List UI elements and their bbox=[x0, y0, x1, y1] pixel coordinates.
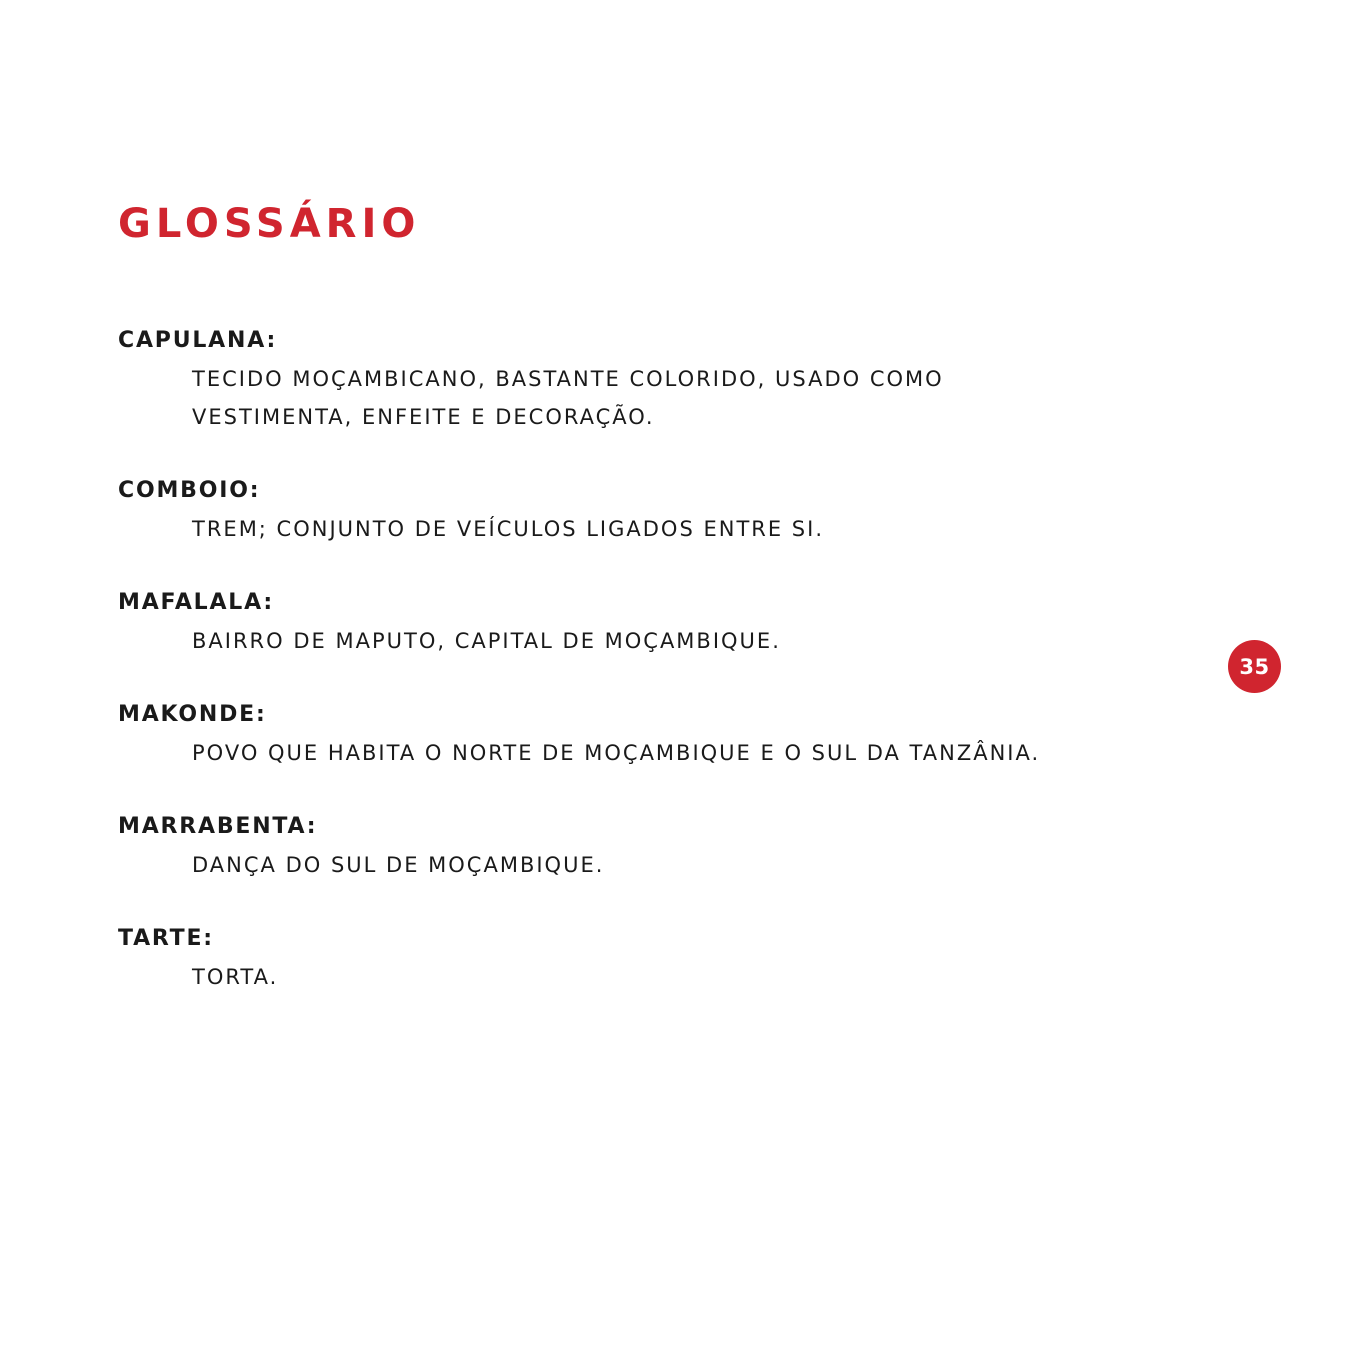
glossary-definition-line: DANÇA DO SUL DE MOÇAMBIQUE. bbox=[192, 853, 605, 877]
glossary-definition-line: TREM; CONJUNTO DE VEÍCULOS LIGADOS ENTRE SI. bbox=[192, 517, 825, 541]
glossary-term: CAPULANA: bbox=[118, 328, 278, 353]
glossary-term: MAKONDE: bbox=[118, 702, 267, 727]
glossary-entry-mafalala bbox=[118, 584, 1218, 660]
glossary-term: MARRABENTA: bbox=[118, 814, 318, 839]
glossary-definition-line: BAIRRO DE MAPUTO, CAPITAL DE MOÇAMBIQUE. bbox=[192, 629, 781, 653]
glossary-definition-line: VESTIMENTA, ENFEITE E DECORAÇÃO. bbox=[192, 405, 655, 429]
glossary-term: COMBOIO: bbox=[118, 478, 261, 503]
glossary-entry-makonde bbox=[118, 696, 1218, 772]
glossary-term: MAFALALA: bbox=[118, 590, 274, 615]
glossary-list bbox=[118, 322, 1218, 1032]
glossary-definition-line: TECIDO MOÇAMBICANO, BASTANTE COLORIDO, USADO COMO bbox=[192, 367, 944, 391]
glossary-definition-line: POVO QUE HABITA O NORTE DE MOÇAMBIQUE E O SUL DA TANZÂNIA. bbox=[192, 741, 1041, 765]
glossary-entry-comboio bbox=[118, 472, 1218, 548]
glossary-entry-marrabenta bbox=[118, 808, 1218, 884]
glossary-entry-capulana bbox=[118, 322, 1218, 436]
glossary-entry-tarte bbox=[118, 920, 1218, 996]
glossary-definition-line: TORTA. bbox=[192, 965, 279, 989]
glossary-term: TARTE: bbox=[118, 926, 214, 951]
page-number-badge: 35 bbox=[1228, 640, 1281, 693]
page-title: GLOSSÁRIO bbox=[118, 201, 421, 247]
